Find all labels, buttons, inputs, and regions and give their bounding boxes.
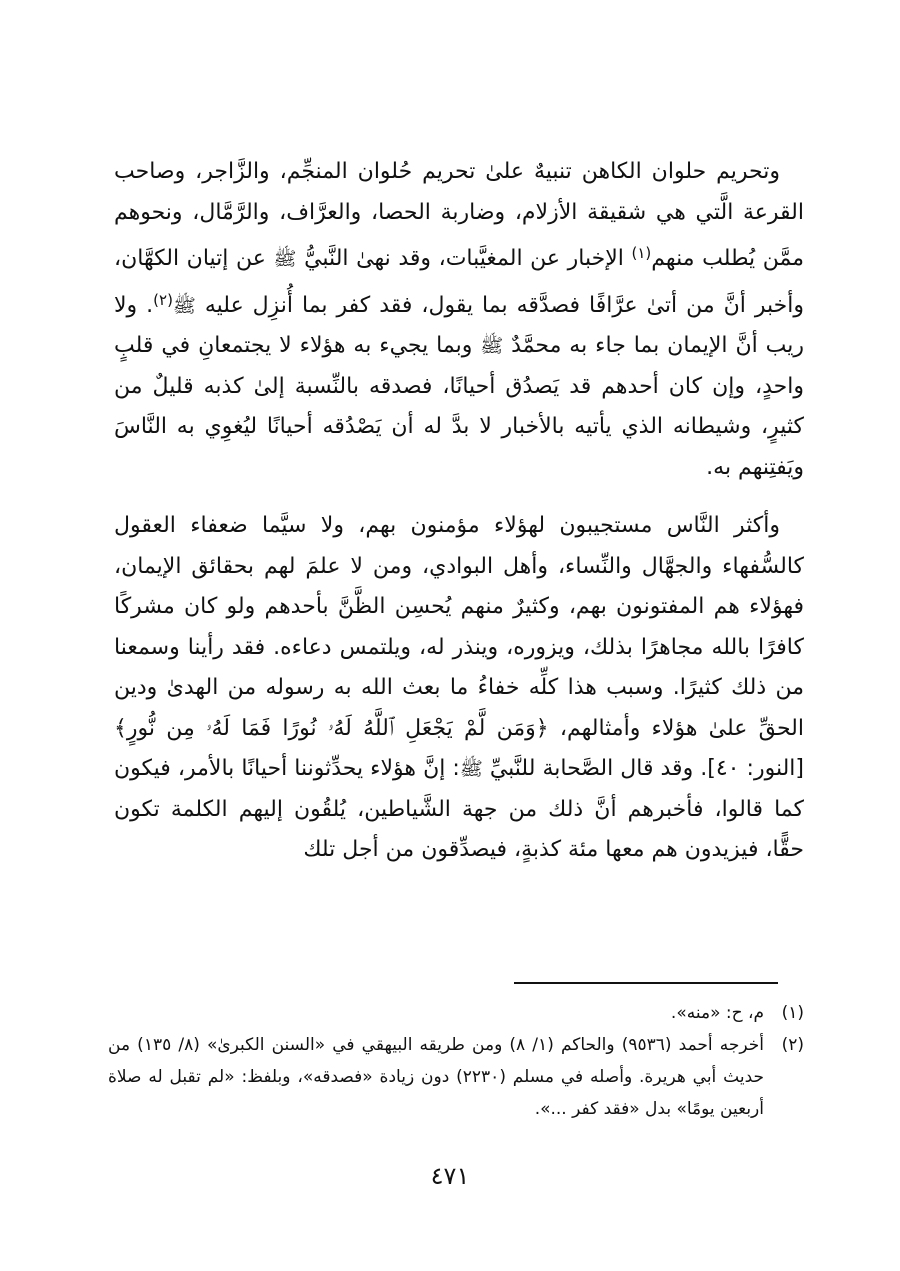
footnotes: [108, 997, 804, 1125]
text-run: عن إتيان الكهَّان، وأخبر أنَّ من أتىٰ عرَّافًا فصدَّقه بما يقول، فقد كفر بما أُنزِل عليه: [114, 246, 804, 318]
text-run: : إنَّ هؤلاء يحدِّثوننا أحيانًا بالأمر، فيكون كما قالوا، فأخبرهم أنَّ ذلك من جهة الشَّياطين، يُلقُون إليهم الكلمة تكون حقًّا، فيزيدون هم معها مئة كذبةٍ، فيصدِّقون من أجل تلك: [114, 756, 804, 862]
text-run: الإخبار عن المغيَّبات، وقد نهىٰ النَّبيُّ: [296, 246, 632, 271]
salutation-glyph: ﷺ: [172, 294, 196, 317]
quran-bracket-open: ﴿: [535, 715, 549, 741]
salutation-glyph: ﷺ: [480, 335, 504, 357]
footnote-separator: [514, 982, 778, 984]
footnote-2: [108, 1029, 804, 1125]
footnote-text: أخرجه أحمد (٩٥٣٦) والحاكم (١/ ٨) ومن طريقه البيهقي في «السنن الكبرىٰ» (٨/ ١٣٥) من حديث أبي هريرة. وأصله في مسلم (٢٢٣٠) دون زيادة «فصدقه»، وبلفظ: «لم تقبل له صلاة أربعين يومًا» بدل «فقد كفر ...».: [108, 1035, 764, 1119]
footnote-number: (١): [781, 1003, 804, 1023]
footnote-number: (٢): [781, 1035, 804, 1055]
paragraph-1: [114, 152, 804, 488]
main-text: [114, 152, 804, 871]
salutation-glyph: ﷺ: [459, 758, 483, 780]
quran-bracket-close: ﴾: [114, 715, 127, 741]
footnote-1: [108, 997, 804, 1029]
salutation-glyph: ﷺ: [273, 248, 297, 270]
verse-citation: [النور: ٤٠]: [707, 756, 804, 781]
text-run: وبما يجيء به هؤلاء لا يجتمعانِ في قلبٍ واحدٍ، وإن كان أحدهم قد يَصدُق أحيانًا، فصدقه بالنِّسبة إلىٰ كذبه قليلٌ من كثيرٍ، وشيطانه الذي يأتيه بالأخبار لا بدَّ له أن يَصْدُقه أحيانًا ليُغوِي به النَّاسَ ويَفتِنهم به.: [114, 333, 804, 480]
text-run: وتحريم حلوان الكاهن تنبيهٌ علىٰ تحريم حُلوان المنجِّم، والزَّاجر، وصاحب القرعة الَّتي هي شقيقة الأزلام، وضاربة الحصا، والعرَّاف، والرَّمَّال، ونحوهم ممَّن يُطلب منهم: [114, 159, 805, 271]
footnote-ref-1[interactable]: (١): [631, 244, 652, 262]
footnote-ref-2[interactable]: (٢): [153, 290, 173, 309]
page-number: ٤٧١: [430, 1162, 470, 1190]
quran-verse: وَمَن لَّمْ يَجْعَلِ ٱللَّهُ لَهُۥ نُورًا فَمَا لَهُۥ مِن نُّورٍ: [126, 715, 536, 741]
paragraph-2: [114, 506, 804, 871]
text-run: وأكثر النَّاس مستجيبون لهؤلاء مؤمنون بهم، ولا سيَّما ضعفاء العقول كالسُّفهاء والجهَّال والنِّساء، وأهل البوادي، ومن لا علمَ لهم بحقائق الإيمان، فهؤلاء هم المفتونون بهم، وكثيرٌ منهم يُحسِن الظَّنَّ بأحدهم ولو كان مشركًا كافرًا بالله مجاهرًا بذلك، ويزوره، وينذر له، ويلتمس دعاءه. فقد رأينا وسمعنا من ذلك كثيرًا. وسبب هذا كلِّه خفاءُ ما بعث الله به رسوله من الهدىٰ ودين الحقِّ علىٰ هؤلاء وأمثالهم،: [114, 513, 805, 741]
text-run: . وقد قال الصَّحابة للنَّبيِّ: [482, 756, 708, 781]
footnote-text: م، ح: «منه».: [670, 1003, 764, 1023]
text-run: . ولا ريب أنَّ الإيمان بما جاء به محمَّدٌ: [114, 292, 804, 358]
